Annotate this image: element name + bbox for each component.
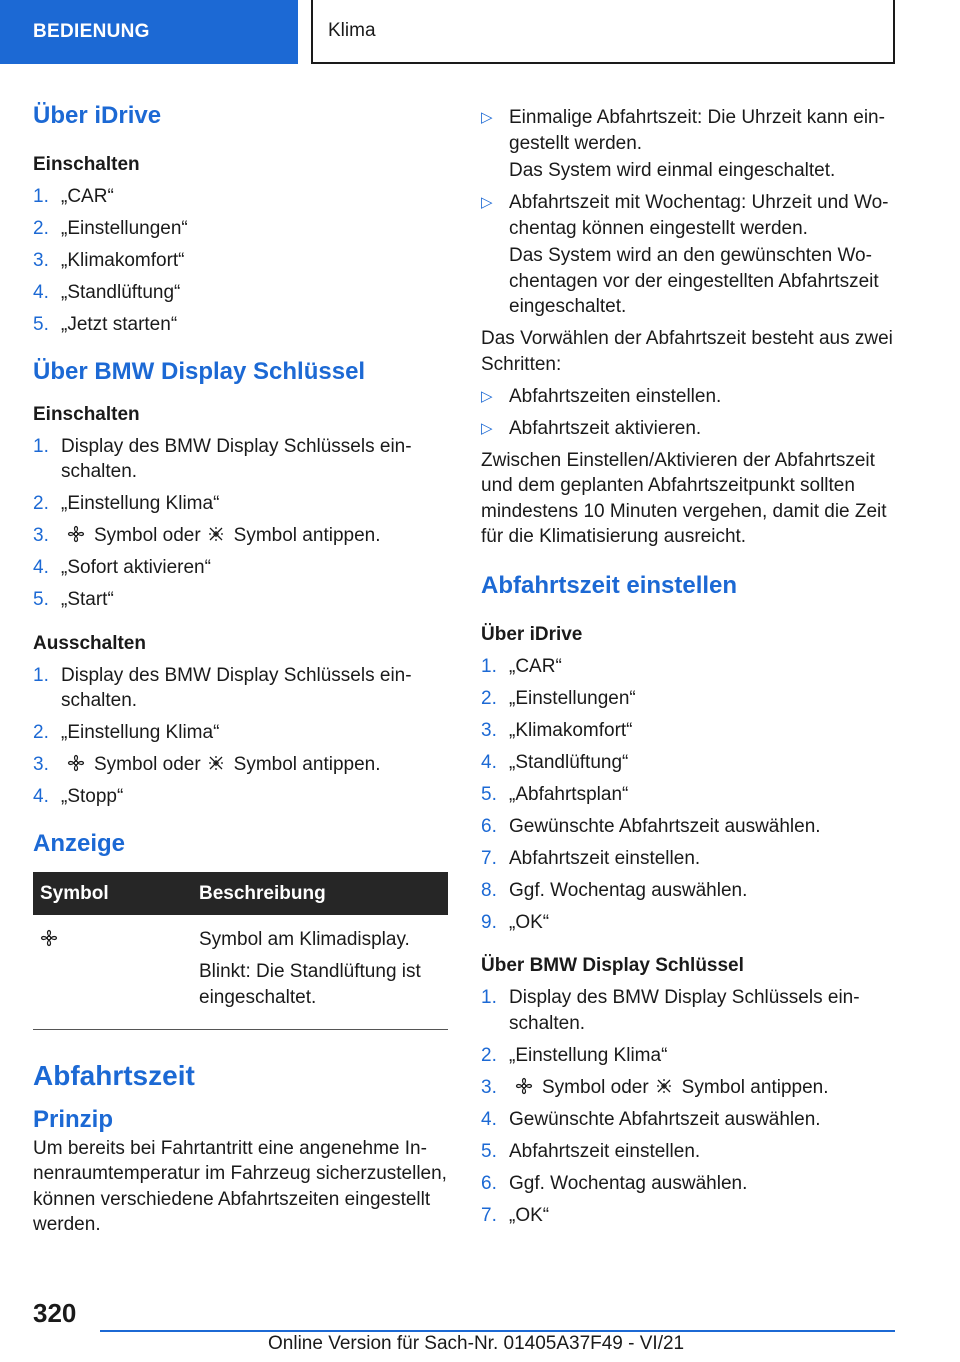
heading-abfahrtszeit: Abfahrtszeit bbox=[33, 1059, 195, 1091]
list-item: 3. Symbol oder Symbol antippen. bbox=[33, 754, 381, 775]
triangle-right-icon: ▷ bbox=[481, 419, 493, 437]
symbol-table bbox=[33, 872, 448, 1030]
idrive-steps bbox=[33, 184, 448, 338]
list-item: 3. Symbol oder Symbol antippen. bbox=[481, 1076, 829, 1098]
column-header-symbol: Symbol bbox=[33, 872, 192, 916]
column-header-description: Beschreibung bbox=[192, 872, 448, 916]
right-column bbox=[481, 105, 896, 1246]
list-item: 5. „Jetzt starten“ bbox=[33, 314, 178, 335]
list-item: ▷ Abfahrtszeiten einstellen. bbox=[481, 384, 896, 410]
list-item: 4. „Sofort aktivieren“ bbox=[33, 557, 211, 578]
list-item: 7. „OK“ bbox=[481, 1204, 550, 1226]
key-on-steps bbox=[33, 434, 448, 613]
list-item: 1. „CAR“ bbox=[33, 186, 114, 207]
heading-anzeige: Anzeige bbox=[33, 829, 126, 857]
list-item: 1. „CAR“ bbox=[481, 655, 562, 677]
list-item: 4. Gewünschte Abfahrtszeit auswählen. bbox=[481, 1108, 821, 1130]
section-title: BEDIENUNG bbox=[33, 21, 150, 42]
fan-alt-icon bbox=[655, 1077, 673, 1095]
set-departure-key-steps bbox=[481, 985, 896, 1228]
triangle-right-icon: ▷ bbox=[481, 109, 493, 126]
list-item: 5. „Start“ bbox=[33, 589, 114, 610]
fan-icon bbox=[67, 525, 85, 543]
list-item: 2. „Einstellungen“ bbox=[481, 687, 636, 709]
list-item: 7. Abfahrtszeit einstellen. bbox=[481, 847, 701, 869]
list-item: ▷ Abfahrtszeit mit Wochentag: Uhrzeit und Wo-chentag können eingestellt werden. Das System wird an den gewünschten Wo-chentagen vor der eingestellten Abfahrtszeit eingeschaltet. bbox=[481, 192, 889, 317]
list-item: 2. „Einstellung Klima“ bbox=[33, 493, 220, 514]
triangle-right-icon: ▷ bbox=[481, 194, 493, 211]
list-item: 3. „Klimakomfort“ bbox=[481, 719, 633, 741]
list-item: 4. „Standlüftung“ bbox=[481, 751, 629, 773]
list-item: 1. Display des BMW Display Schlüssels ein-schalten. bbox=[481, 987, 860, 1034]
heading-prinzip: Prinzip bbox=[33, 1105, 114, 1133]
footer-text: Online Version für Sach-Nr. 01405A37F49 - VI/21 bbox=[268, 1333, 685, 1354]
list-item: ▷ Abfahrtszeit aktivieren. bbox=[481, 416, 896, 442]
steps-bullets bbox=[481, 384, 896, 442]
footer-divider bbox=[100, 1330, 895, 1332]
subheading-einschalten-key: Einschalten bbox=[33, 403, 140, 425]
chapter-title: Klima bbox=[328, 20, 376, 41]
fan-icon bbox=[40, 929, 58, 947]
list-item: 9. „OK“ bbox=[481, 911, 550, 933]
list-item: 4. „Standlüftung“ bbox=[33, 282, 181, 303]
list-item: 3. „Klimakomfort“ bbox=[33, 250, 185, 271]
list-item: ▷ Einmalige Abfahrtszeit: Die Uhrzeit kann ein-gestellt werden. Das System wird einmal eingeschaltet. bbox=[481, 107, 885, 181]
paragraph: Zwischen Einstellen/Aktivieren der Abfahrtszeit und dem geplanten Abfahrtszeitpunkt sollten mindestens 10 Minuten vergehen, damit die Zeit für die Klimatisierung ausreicht. bbox=[481, 449, 887, 547]
subheading-einschalten: Einschalten bbox=[33, 154, 140, 175]
prinzip-text: Um bereits bei Fahrtantritt eine angenehme In-nenraumtemperatur im Fahrzeug sicherzustellen, können verschiedene Abfahrtszeiten eingestellt werden. bbox=[33, 1137, 447, 1235]
list-item: 5. Abfahrtszeit einstellen. bbox=[481, 1140, 701, 1162]
description-line: Symbol am Klimadisplay. bbox=[199, 929, 410, 950]
heading-display-key: Über BMW Display Schlüssel bbox=[33, 357, 366, 385]
list-item: 6. Ggf. Wochentag auswählen. bbox=[481, 1172, 748, 1194]
departure-type-list bbox=[481, 105, 896, 320]
chapter-header bbox=[311, 0, 895, 64]
list-item: 8. Ggf. Wochentag auswählen. bbox=[481, 879, 748, 901]
fan-icon bbox=[67, 754, 85, 772]
subheading-display-key: Über BMW Display Schlüssel bbox=[481, 955, 744, 976]
section-header bbox=[0, 0, 298, 64]
triangle-right-icon: ▷ bbox=[481, 387, 493, 405]
table-row bbox=[33, 915, 448, 1029]
list-item: 1. Display des BMW Display Schlüssels ein-schalten. bbox=[33, 664, 412, 711]
fan-icon bbox=[515, 1077, 533, 1095]
list-item: 2. „Einstellung Klima“ bbox=[481, 1044, 668, 1066]
left-column bbox=[33, 100, 448, 1244]
heading-idrive: Über iDrive bbox=[33, 102, 162, 129]
list-item: 4. „Stopp“ bbox=[33, 786, 124, 807]
paragraph: Das Vorwählen der Abfahrtszeit besteht aus zwei Schritten: bbox=[481, 328, 893, 375]
fan-alt-icon bbox=[207, 754, 225, 772]
list-item: 1. Display des BMW Display Schlüssels ein-schalten. bbox=[33, 435, 412, 482]
description-line: Blinkt: Die Standlüftung ist eingeschaltet. bbox=[199, 961, 421, 1008]
subheading-idrive: Über iDrive bbox=[481, 623, 583, 645]
heading-abfahrtszeit-einstellen: Abfahrtszeit einstellen bbox=[481, 571, 738, 599]
list-item: 3. Symbol oder Symbol antippen. bbox=[33, 525, 381, 546]
list-item: 5. „Abfahrtsplan“ bbox=[481, 783, 629, 805]
list-item: 2. „Einstellung Klima“ bbox=[33, 722, 220, 743]
subheading-ausschalten: Ausschalten bbox=[33, 632, 146, 654]
fan-alt-icon bbox=[207, 525, 225, 543]
key-off-steps bbox=[33, 663, 448, 810]
list-item: 2. „Einstellungen“ bbox=[33, 218, 188, 239]
list-item: 6. Gewünschte Abfahrtszeit auswählen. bbox=[481, 815, 821, 837]
set-departure-idrive-steps bbox=[481, 654, 896, 936]
page-number: 320 bbox=[33, 1298, 77, 1328]
